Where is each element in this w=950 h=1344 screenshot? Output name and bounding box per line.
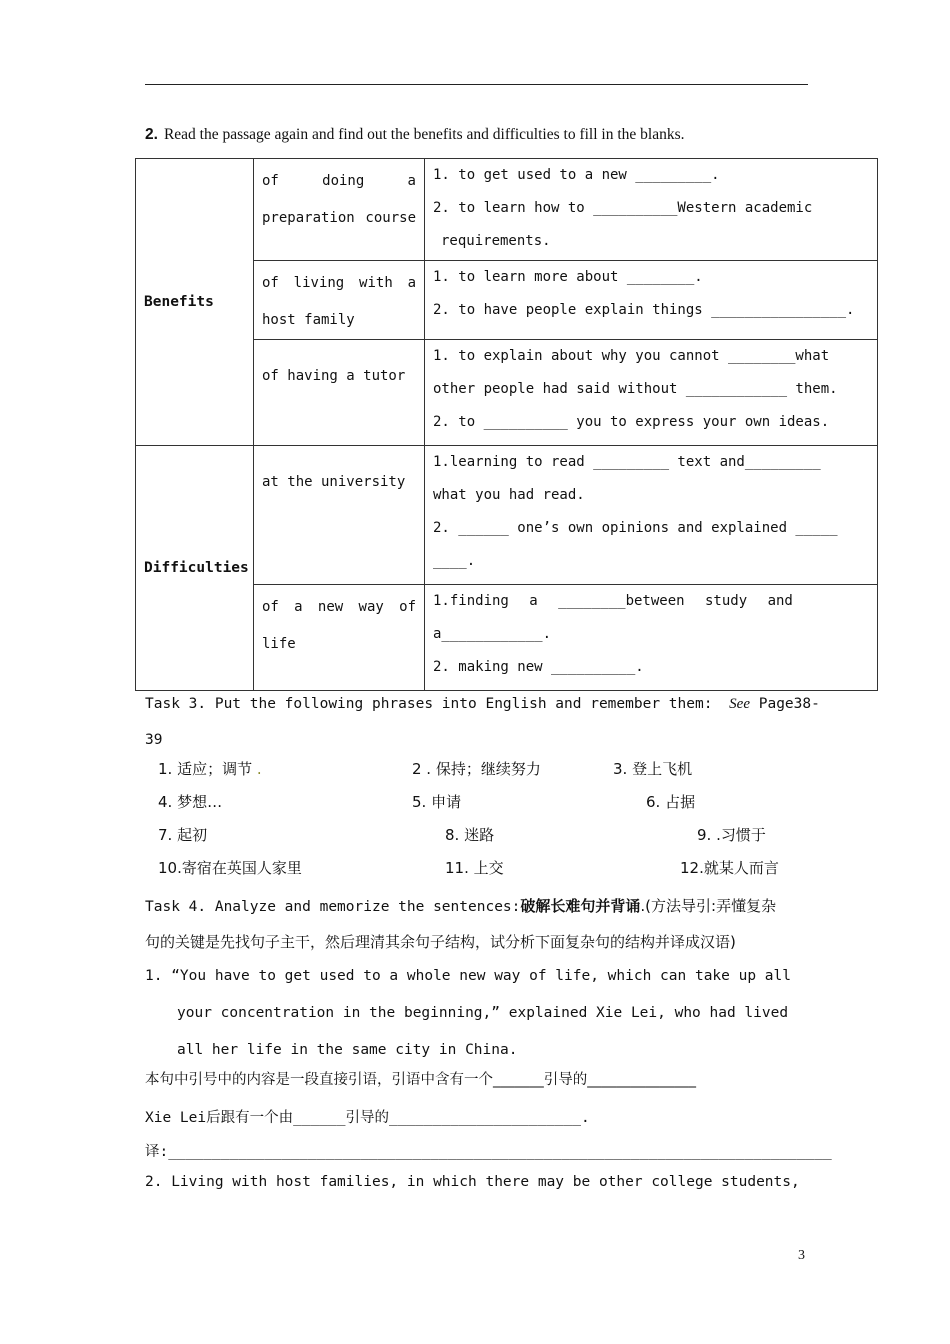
- university-text: at the university: [262, 474, 406, 490]
- tutor-line2[interactable]: other people had said without ____________ them.: [433, 381, 838, 397]
- phrase-1: 1. 适应；调节 .: [158, 760, 262, 778]
- s1-line3: all her life in the same city in China.: [177, 1042, 518, 1058]
- difficulties-label: Difficulties: [136, 446, 254, 691]
- task3-see: See: [729, 696, 750, 712]
- life-line3[interactable]: 2. making new __________.: [433, 659, 644, 675]
- uni-line2: what you had read.: [433, 487, 585, 503]
- benefits-difficulties-table: [135, 158, 878, 691]
- new-life-label: [254, 585, 425, 691]
- new-life-text: of a new way of life: [262, 599, 416, 652]
- uni-line3[interactable]: 2. ______ one’s own opinions and explained _____: [433, 520, 838, 536]
- benefits-label: Benefits: [136, 159, 254, 446]
- tutor-label: [254, 340, 425, 446]
- task3: [145, 686, 820, 758]
- analysis-line1[interactable]: 本句中引号中的内容是一段直接引语，引语中含有一个_______引导的_______________: [145, 1072, 696, 1088]
- s1-line2: your concentration in the beginning,” explained Xie Lei, who had lived: [177, 1005, 789, 1021]
- uni-line4[interactable]: ____.: [433, 553, 476, 569]
- task4-heading-cn: 破解长难句并背诵: [520, 897, 641, 915]
- phrase-11: 11. 上交: [445, 859, 504, 877]
- phrase-9: 9. .习惯于: [697, 826, 766, 844]
- tutor-line1[interactable]: 1. to explain about why you cannot ________what: [433, 348, 830, 364]
- prep-line2[interactable]: 2. to learn how to __________Western academic: [433, 200, 813, 216]
- sentence-1: [145, 958, 808, 1069]
- phrase-7: 7. 起初: [158, 826, 208, 844]
- prep-course-text: of doing a preparation course: [262, 173, 416, 226]
- new-life-blanks: [425, 585, 878, 691]
- task3-heading: [145, 686, 820, 722]
- prep-course-blanks: [425, 159, 878, 261]
- task2-instruction: [145, 126, 685, 144]
- task4-method2: 句的关键是先找句子主干，然后理清其余句子结构，试分析下面复杂句的结构并译成汉语): [145, 933, 736, 951]
- host-line1[interactable]: 1. to learn more about ________.: [433, 269, 703, 285]
- host-family-text: of living with a host family: [262, 275, 416, 328]
- life-line2[interactable]: a____________.: [433, 626, 552, 642]
- task3-page-ref: Page38-: [758, 696, 820, 712]
- phrase-8: 8. 迷路: [445, 826, 495, 844]
- task4: [145, 888, 810, 960]
- university-label: [254, 446, 425, 585]
- host-line2[interactable]: 2. to have people explain things ________________.: [433, 302, 855, 318]
- prep-course-label: [254, 159, 425, 261]
- phrase-5: 5. 申请: [412, 793, 462, 811]
- task4-heading: [145, 888, 810, 924]
- top-rule: [145, 84, 808, 85]
- table-row: [136, 446, 878, 585]
- phrase-3: 3. 登上飞机: [613, 760, 693, 778]
- task4-method: .(方法导引:弄懂复杂: [640, 897, 777, 915]
- university-blanks: [425, 446, 878, 585]
- uni-line1[interactable]: 1.learning to read _________ text and_________: [433, 454, 821, 470]
- translation-line[interactable]: 译:____________________________________________________________________________: [145, 1144, 832, 1160]
- s1-line1: 1. “You have to get used to a whole new way of life, which can take up all: [145, 968, 792, 984]
- phrase-10: 10.寄宿在英国人家里: [158, 859, 302, 877]
- task3-page-ref-cont: 39: [145, 732, 163, 748]
- phrase-12: 12.就某人而言: [680, 859, 779, 877]
- analysis-line2[interactable]: Xie Lei后跟有一个由______引导的______________________.: [145, 1110, 590, 1126]
- sentence-2: 2. Living with host families, in which there may be other college students,: [145, 1174, 800, 1190]
- host-family-blanks: [425, 261, 878, 340]
- table-row: [136, 159, 878, 261]
- task2-text: Read the passage again and find out the benefits and difficulties to fill in the blanks.: [163, 126, 685, 143]
- task4-heading-text: Task 4. Analyze and memorize the sentences:: [145, 899, 521, 915]
- tutor-line3[interactable]: 2. to __________ you to express your own ideas.: [433, 414, 830, 430]
- task2-number: 2.: [145, 126, 158, 143]
- tutor-blanks: [425, 340, 878, 446]
- host-family-label: [254, 261, 425, 340]
- task3-heading-text: Task 3. Put the following phrases into English and remember them:: [145, 696, 713, 712]
- page-number: 3: [798, 1248, 805, 1263]
- phrase-4: 4. 梦想…: [158, 793, 223, 811]
- tutor-text: of having a tutor: [262, 368, 406, 384]
- prep-line1[interactable]: 1. to get used to a new _________.: [433, 167, 720, 183]
- phrase-2: 2 . 保持；继续努力: [412, 760, 541, 778]
- prep-line3: requirements.: [441, 233, 551, 249]
- phrase-6: 6. 占据: [646, 793, 696, 811]
- life-line1[interactable]: 1.finding a ________between study and: [433, 593, 793, 609]
